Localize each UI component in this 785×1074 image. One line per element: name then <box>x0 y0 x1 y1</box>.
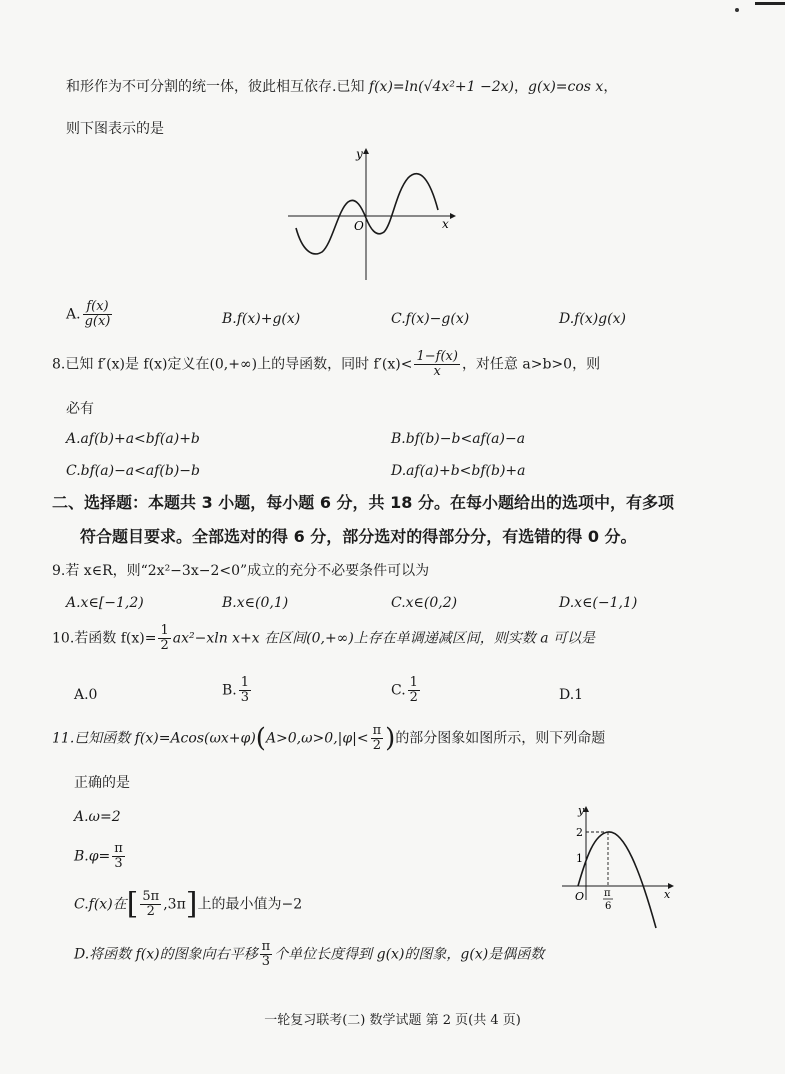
q11-stem-c: 正确的是 <box>74 775 130 791</box>
q7-curve <box>296 174 438 254</box>
g-definition: g(x)=cos x <box>528 79 604 95</box>
numerator: 1 <box>240 675 250 690</box>
option-prefix: C.f(x)在 <box>74 896 127 913</box>
numerator: π <box>114 841 123 856</box>
q8-option-a[interactable]: A.af(b)+a<bf(a)+b <box>66 431 200 447</box>
q9-stem: 9.若 x∈R，则“2x²−3x−2<0”成立的充分不必要条件可以为 <box>52 563 430 579</box>
f-definition: f(x)=ln(√4x²+1 −2x) <box>368 79 515 95</box>
y-axis-label: y <box>356 147 363 161</box>
q8-option-b[interactable]: B.bf(b)−b<af(a)−a <box>391 431 526 447</box>
q9-option-a[interactable]: A.x∈[−1,2) <box>66 595 144 611</box>
numerator: π <box>372 723 382 738</box>
q8-option-d[interactable]: D.af(a)+b<bf(b)+a <box>391 463 526 479</box>
q11-conditions: A>0,ω>0,|φ|< <box>265 730 369 747</box>
y-axis-arrow <box>363 148 369 154</box>
intro-line-2: 则下图表示的是 <box>66 121 164 137</box>
comma: ， <box>514 79 529 95</box>
denominator: 2 <box>372 738 382 753</box>
x-axis-label: x <box>664 888 671 901</box>
q10-option-a[interactable]: A.0 <box>74 687 98 703</box>
tick-label-2: 2 <box>576 826 583 839</box>
numerator: 5π <box>142 889 160 904</box>
left-bracket: [ <box>126 886 139 922</box>
q11-option-c[interactable] <box>74 886 303 922</box>
q7-function-graph <box>280 140 460 285</box>
q8-option-c[interactable]: C.bf(a)−a<af(b)−b <box>66 463 200 479</box>
q9-option-b[interactable]: B.x∈(0,1) <box>222 595 289 611</box>
q9-option-c[interactable]: C.x∈(0,2) <box>391 595 458 611</box>
q9-option-d[interactable]: D.x∈(−1,1) <box>559 595 638 611</box>
q10-stem-text-b: ax²−xln x+x 在区间(0,+∞)上存在单调递减区间，则实数 a 可以是 <box>172 630 596 647</box>
section-2-heading-line-2: 符合题目要求。全部选对的得 6 分，部分选对的得部分分，有选错的得 0 分。 <box>80 527 637 546</box>
intro-line-1 <box>66 76 617 98</box>
origin-label: O <box>354 219 364 233</box>
scan-mark-bar <box>755 2 785 5</box>
option-suffix: 上的最小值为−2 <box>197 896 303 913</box>
q11-option-a[interactable]: A.ω=2 <box>74 809 121 825</box>
tick-label-pi: π <box>604 888 611 899</box>
q10-option-d[interactable]: D.1 <box>559 687 584 703</box>
half-fraction <box>158 624 170 653</box>
comma: ， <box>603 79 618 95</box>
right-bracket: ] <box>185 886 198 922</box>
intro-text-a: 和形作为不可分割的统一体，彼此相互依存.已知 <box>66 79 369 95</box>
q11-stem-text-b: 的部分图象如图所示，则下列命题 <box>395 730 606 747</box>
q11-option-b[interactable] <box>74 842 127 871</box>
tick-label-6: 6 <box>605 901 612 912</box>
denominator: x <box>433 364 441 379</box>
option-letter: B.φ= <box>74 848 111 865</box>
numerator: 1 <box>409 675 418 690</box>
numerator: π <box>261 939 271 954</box>
q8-stem-c: 必有 <box>66 401 94 417</box>
numerator: f(x) <box>83 300 113 315</box>
q10-stem-text-a: 10.若函数 f(x)= <box>52 630 157 647</box>
option-letter: B. <box>222 682 237 699</box>
numerator: 1−f(x) <box>416 349 458 364</box>
q11-option-d[interactable] <box>74 940 544 969</box>
denominator: 2 <box>146 904 155 919</box>
option-letter: A. <box>66 306 81 323</box>
q7-option-a[interactable] <box>66 300 114 329</box>
q8-stem-text-a: 8.已知 f′(x)是 f(x)定义在(0,+∞)上的导函数，同时 f′(x)< <box>52 356 413 373</box>
fraction <box>112 842 125 871</box>
q10-stem <box>52 624 595 653</box>
fraction <box>140 890 161 919</box>
scan-mark-dot <box>735 8 739 12</box>
numerator: 1 <box>160 623 169 638</box>
option-prefix: D.将函数 f(x)的图象向右平移 <box>74 946 258 963</box>
fraction <box>260 940 273 969</box>
section-2-heading-line-1: 二、选择题：本题共 3 小题，每小题 6 分，共 18 分。在每小题给出的选项中，有多项 <box>52 493 674 512</box>
y-axis-label: y <box>578 804 585 817</box>
page-footer: 一轮复习联考(二) 数学试题 第 2 页(共 4 页) <box>264 1013 521 1028</box>
q11-stem-text-a: 11.已知函数 f(x)=Acos(ωx+φ) <box>52 730 256 747</box>
q8-stem-text-b: ，对任意 a>b>0，则 <box>461 356 601 373</box>
denominator: 3 <box>240 690 250 705</box>
q11-curve <box>578 832 656 928</box>
fraction <box>371 724 384 753</box>
option-letter: C. <box>391 682 406 699</box>
left-paren: ( <box>255 723 266 754</box>
denominator: 2 <box>409 690 418 705</box>
q11-stem <box>52 724 605 753</box>
denominator: 3 <box>114 856 123 871</box>
q7-option-c[interactable]: C.f(x)−g(x) <box>391 311 470 327</box>
option-suffix: 个单位长度得到 g(x)的图象，g(x)是偶函数 <box>274 946 545 963</box>
x-axis-arrow <box>450 213 456 219</box>
q7-option-d[interactable]: D.f(x)g(x) <box>559 311 626 327</box>
denominator: 2 <box>160 638 169 653</box>
q8-fraction <box>414 350 459 379</box>
q10-option-c[interactable] <box>391 676 422 705</box>
fraction <box>408 676 420 705</box>
q11-function-graph <box>560 800 680 940</box>
x-axis-label: x <box>442 217 449 231</box>
tick-label-1: 1 <box>576 852 583 865</box>
right-paren: ) <box>385 723 396 754</box>
q8-stem <box>52 350 600 379</box>
denominator: 3 <box>261 954 271 969</box>
origin-label: O <box>575 890 585 903</box>
q10-option-b[interactable] <box>222 676 253 705</box>
fraction <box>83 300 113 329</box>
fraction <box>239 676 251 705</box>
q7-option-b[interactable]: B.f(x)+g(x) <box>222 311 301 327</box>
interval-end: ,3π <box>163 896 186 913</box>
denominator: g(x) <box>84 314 111 329</box>
